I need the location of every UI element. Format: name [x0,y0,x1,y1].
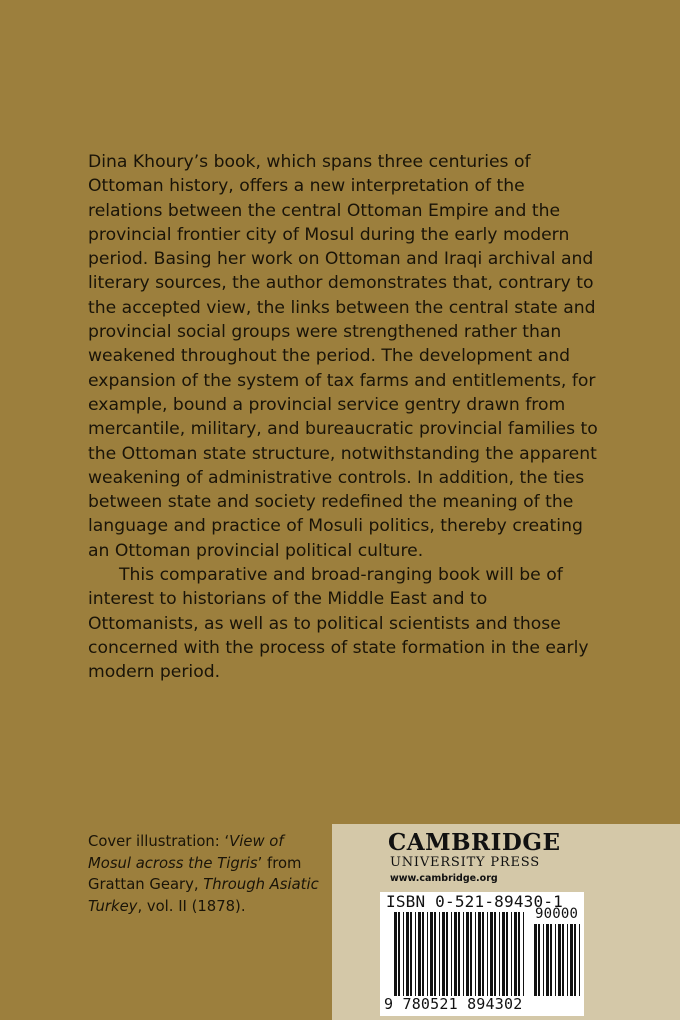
barcode-bar [534,924,537,996]
caption-middle: ’ from Grattan Geary, [88,854,302,893]
barcode-bar [475,912,476,996]
barcode-bar [427,912,428,996]
barcode-bar [398,912,400,996]
barcode-bar [558,924,561,996]
barcode-bar [430,912,433,996]
caption-prefix: Cover illustration: ‘ [88,833,230,850]
barcode-bar [514,912,517,996]
isbn-number: ISBN 0-521-89430-1 [386,892,563,911]
barcode-bar [502,912,505,996]
barcode-bar [567,924,568,996]
barcode-bar [410,912,412,996]
barcode-bar [415,912,416,996]
barcode-bar [487,912,488,996]
barcode-bar [511,912,512,996]
barcode-bar [494,912,496,996]
barcode-bar [523,912,524,996]
barcode-bar [518,912,520,996]
barcode-bar [482,912,484,996]
barcode-bar [543,924,544,996]
barcode-bar [550,924,552,996]
addon-barcode-bars [534,924,580,996]
back-cover-blurb [88,150,598,685]
barcode-bar [418,912,421,996]
barcode-bar [439,912,440,996]
publisher-logo-press: UNIVERSITY PRESS [390,855,540,870]
caption-illustration-title: View of Mosul across the Tigris [88,833,284,872]
barcode-bar [538,924,540,996]
price-addon-number: 90000 [535,906,579,922]
barcode-bar [451,912,452,996]
barcode-bar [458,912,460,996]
barcode-bar [490,912,493,996]
barcode-bar [555,924,556,996]
barcode-bar [579,924,580,996]
barcode-bar [506,912,508,996]
barcode-bar [442,912,445,996]
barcode-bar [546,924,549,996]
barcode-bar [406,912,409,996]
barcode-bar [466,912,469,996]
caption-book-title: Through Asiatic Turkey [88,876,319,915]
blurb-paragraph-1: Dina Khoury’s book, which spans three centuries of Ottoman history, offers a new interpretation of the relations between the central Ottoman Empire and the provincial frontier city of Mosul during the early modern period. Basing her work on Ottoman and Iraqi archival and literary sources, the author demonstrates that, contrary to the accepted view, the links between the central state and provincial social groups were strengthened rather than weakened throughout the period. The development and expansion of the system of tax farms and entitlements, for example, bound a provincial service gentry drawn from mercantile, military, and bureaucratic provincial families to the Ottoman state structure, notwithstanding the apparent weakening of administrative controls. In addition, the ties between state and society redefined the meaning of the language and practice of Mosuli politics, thereby creating an Ottoman provincial political culture. [88,152,598,561]
cover-illustration-credit [88,831,328,917]
publisher-panel [332,824,680,1020]
ean-number: 9 780521 894302 [384,995,523,1013]
ean-barcode-bars [394,912,524,996]
caption-suffix: , vol. II (1878). [137,897,246,915]
isbn-barcode [380,892,584,1016]
barcode-bar [454,912,457,996]
publisher-logo-name: CAMBRIDGE [388,829,561,856]
barcode-bar [403,912,404,996]
barcode-bar [470,912,472,996]
barcode-bar [478,912,481,996]
barcode-bar [574,924,576,996]
blurb-paragraph-2: This comparative and broad-ranging book will be of interest to historians of the Middle East and to Ottomanists, as well as to political scientists and those concerned with the process of state formation in the early modern period. [88,565,589,683]
barcode-bar [562,924,564,996]
barcode-bar [434,912,436,996]
barcode-bar [394,912,397,996]
barcode-bar [422,912,424,996]
barcode-bar [499,912,500,996]
publisher-url: www.cambridge.org [390,873,498,884]
barcode-bar [570,924,573,996]
barcode-bar [446,912,448,996]
barcode-bar [463,912,464,996]
